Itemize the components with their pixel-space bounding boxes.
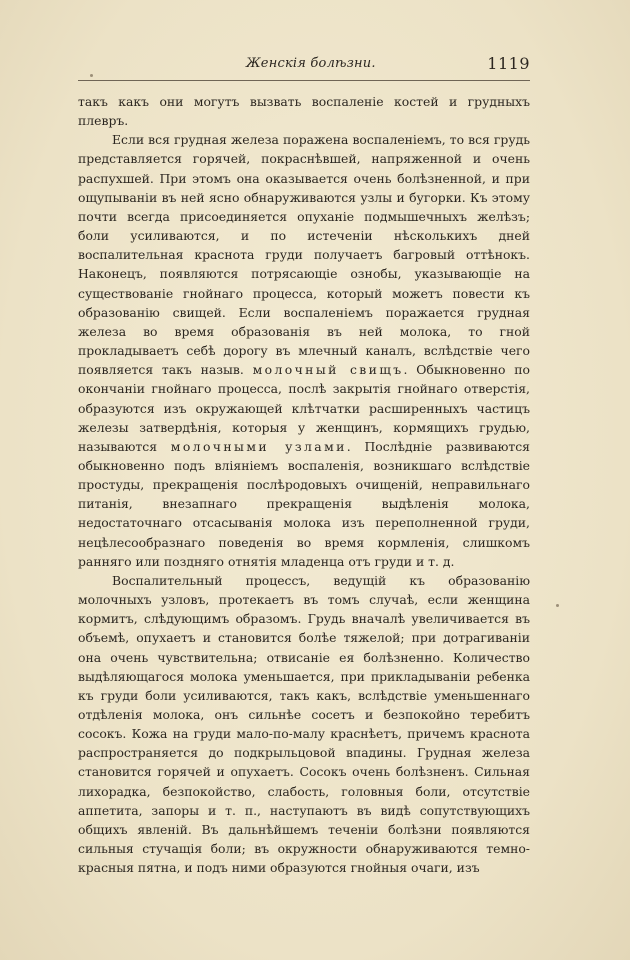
header-rule <box>78 80 530 81</box>
ink-speck <box>90 74 93 77</box>
paragraph <box>78 571 530 878</box>
page-number: 1119 <box>487 54 530 73</box>
paragraph <box>78 130 530 571</box>
emphasized-term: молочный свищъ <box>252 362 404 378</box>
running-header-title: Женскія болѣзни. <box>246 56 376 71</box>
body-text <box>78 92 530 877</box>
ink-speck <box>556 604 559 607</box>
paragraph-text: . Обыкновенно по окончаніи гнойнаго процесса, послѣ закрытія гнойнаго отверстія, образуются изъ окружающей клѣтчатки расширенныхъ частицъ железы затвердѣнія, которыя у женщинъ, кормящихъ грудью, называются <box>78 362 530 454</box>
emphasized-term: молочными узлами <box>170 438 347 454</box>
paragraph-text: такъ какъ они могутъ вызвать воспаленіе костей и грудныхъ плевръ. <box>78 94 530 129</box>
paragraph-text: . Послѣдніе развиваются обыкновенно подъ вліяніемъ воспаленія, возникшаго вслѣдствіе простуды, прекращенія послѣродовыхъ очищеній, неправильнаго питанія, внезапнаго прекращенія выдѣленія молока, недостаточнаго отсасыванія молока изъ переполненной груди, нецѣлесообразнаго поведенія во время кормленія, слишкомъ ранняго или поздняго отнятія младенца отъ груди и т. д. <box>78 438 530 569</box>
paragraph-text: Воспалительный процессъ, ведущій къ образованію молочныхъ узловъ, протекаетъ въ томъ случаѣ, если женщина кормитъ, слѣдующимъ образомъ. Грудь вначалѣ увеличивается въ объемѣ, опухаетъ и становится болѣе тяжелой; при дотрагиваніи она очень чувствительна; отвисаніе ея болѣзненно. Количество выдѣляющагося молока уменьшается, при прикладываніи ребенка къ груди боли усиливаются, такъ какъ, вслѣдствіе уменьшеннаго отдѣленія молока, онъ сильнѣе сосетъ и безпокойно теребитъ сосокъ. Кожа на груди мало-по-малу краснѣетъ, причемъ краснота распространяется до подкрыльцовой впадины. Грудная железа становится горячей и опухаетъ. Сосокъ очень болѣзненъ. Сильная лихорадка, безпокойство, слабость, головныя боли, отсутствіе аппетита, запоры и т. п., наступаютъ въ видѣ сопутствующихъ общихъ явленій. Въ дальнѣйшемъ теченіи болѣзни появляются сильныя стучащія боли; въ окружности обнаруживаются темно-красныя пятна, и подъ ними образуются гнойныя очаги, изъ <box>78 572 530 876</box>
paragraph <box>78 92 530 130</box>
paragraph-text: Если вся грудная железа поражена воспаленіемъ, то вся грудь представляется горячей, покраснѣвшей, напряженной и очень распухшей. При этомъ она оказывается очень болѣзненной, и при ощупываніи въ ней ясно обнаруживаются узлы и бугорки. Къ этому почти всегда присоединяется опуханіе подмышечныхъ желѣзъ; боли усиливаются, и по истеченіи нѣсколькихъ дней воспалительная краснота груди получаетъ багровый оттѣнокъ. Наконецъ, появляются потрясающіе ознобы, указывающіе на существованіе гнойнаго процесса, который можетъ повести къ образованію свищей. Если воспаленіемъ поражается грудная железа во время образованія въ ней молока, то гной прокладываетъ себѣ дорогу въ млечный каналъ, вслѣдствіе чего появляется такъ назыв. <box>78 132 530 378</box>
running-header <box>78 56 530 78</box>
